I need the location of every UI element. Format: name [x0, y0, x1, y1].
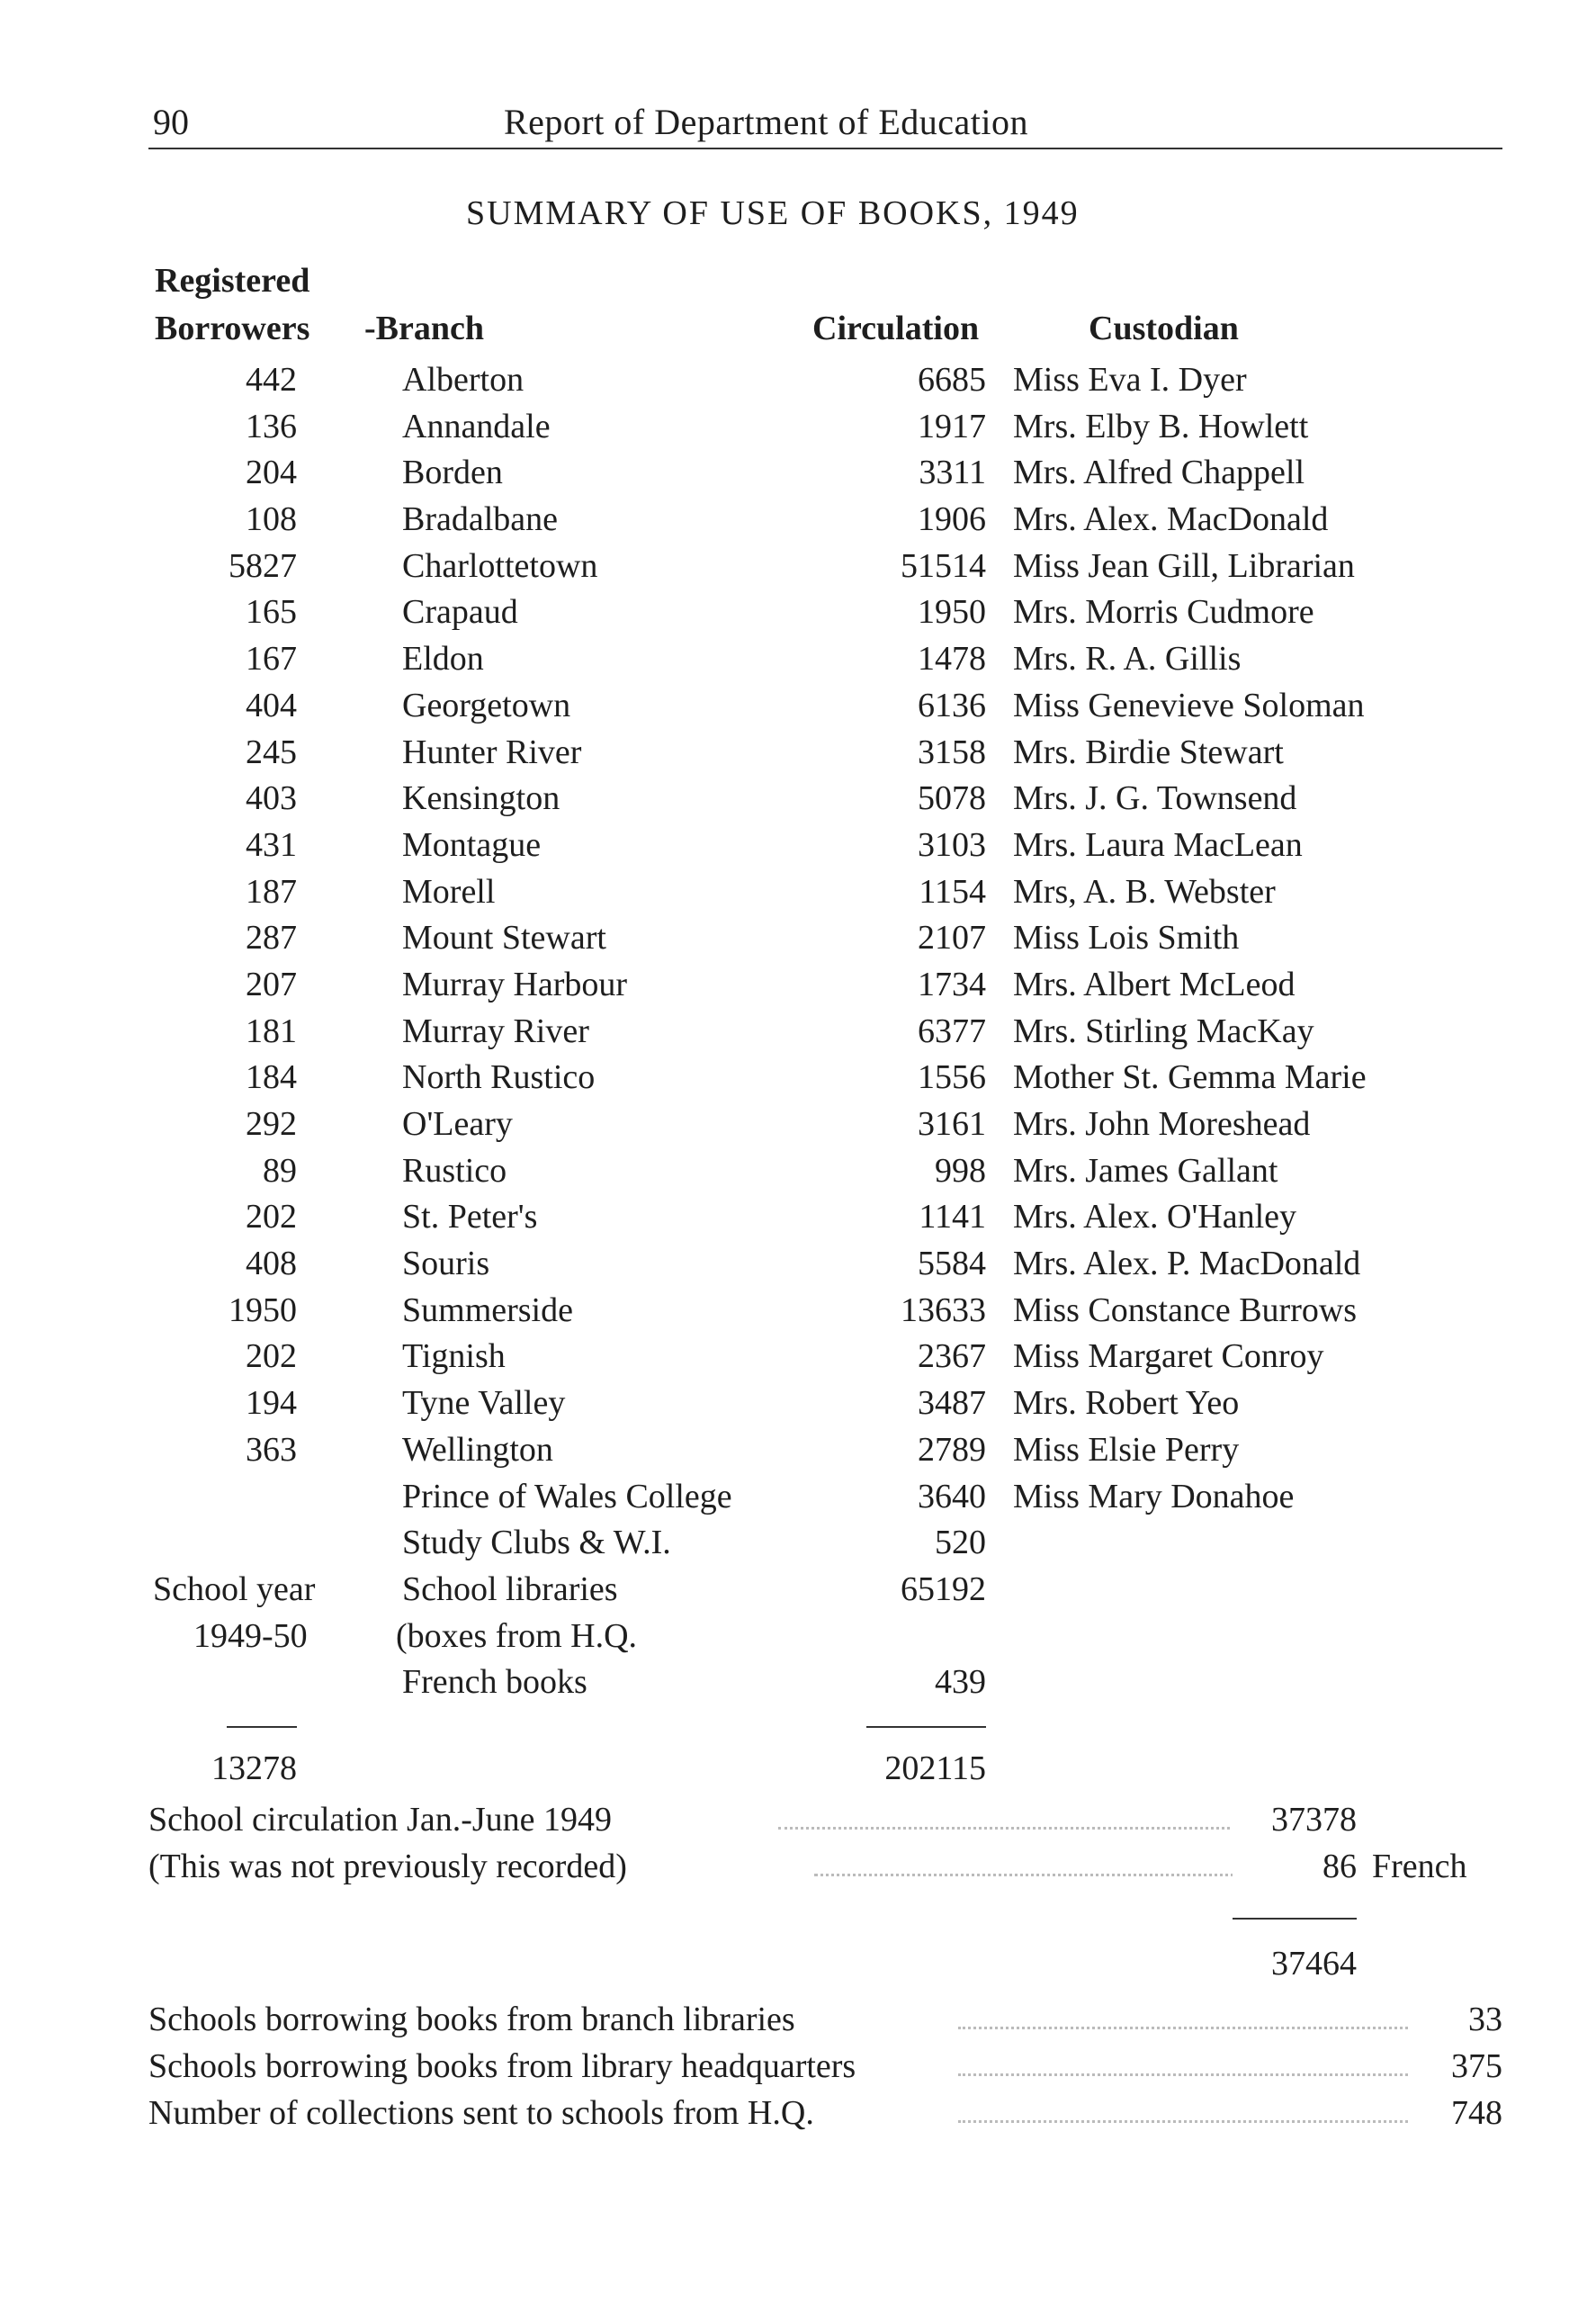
table-row	[0, 729, 1596, 776]
school-year-value: 1949-50	[193, 1616, 308, 1655]
table-row	[0, 496, 1596, 543]
table-row	[0, 1101, 1596, 1147]
table-row	[0, 1240, 1596, 1287]
custodian-cell: Mother St. Gemma Marie	[1013, 1058, 1367, 1097]
branch-cell: Bradalbane	[402, 500, 559, 539]
branch-cell: Prince of Wales College	[402, 1477, 732, 1515]
branch-cell: Charlottetown	[402, 546, 598, 585]
table-row	[0, 1426, 1596, 1473]
school-circulation-total: 37464	[1271, 1945, 1357, 1983]
circulation-cell: 3311	[919, 454, 986, 492]
registered-borrowers-cell: 204	[246, 454, 297, 492]
table-row	[0, 1008, 1596, 1055]
custodian-cell: Mrs. Birdie Stewart	[1013, 733, 1284, 771]
column-header-registered: Registered	[155, 262, 310, 300]
footer-stat-line	[148, 1996, 1502, 2043]
running-head	[148, 101, 1502, 149]
registered-borrowers-cell: 404	[246, 686, 297, 724]
registered-borrowers-cell: 403	[246, 779, 297, 818]
custodian-cell: Miss Margaret Conroy	[1013, 1337, 1324, 1376]
branch-cell: North Rustico	[402, 1058, 596, 1097]
custodian-cell: Mrs. Elby B. Howlett	[1013, 407, 1309, 445]
registered-borrowers-cell: 194	[246, 1384, 297, 1423]
circulation-cell: 5584	[918, 1245, 986, 1283]
branch-cell: Mount Stewart	[402, 919, 606, 958]
not-recorded-line	[148, 1843, 1502, 1890]
dot-leader	[958, 2120, 1408, 2123]
registered-borrowers-cell: 187	[246, 872, 297, 911]
custodian-cell: Mrs. J. G. Townsend	[1013, 779, 1297, 818]
french-circulation-value: 86	[1233, 1843, 1357, 1890]
custodian-cell: Mrs. Laura MacLean	[1013, 825, 1303, 864]
circulation-cell: 51514	[901, 546, 986, 585]
registered-borrowers-cell: 1950	[229, 1290, 297, 1329]
custodian-cell: Mrs. Robert Yeo	[1013, 1384, 1240, 1423]
table-row	[0, 403, 1596, 450]
branch-cell: Alberton	[402, 361, 525, 399]
school-libraries-circulation: 65192	[901, 1569, 986, 1608]
circulation-cell: 1950	[918, 593, 986, 632]
dot-leader	[958, 2027, 1408, 2029]
boxes-row	[0, 1613, 1596, 1659]
branch-cell: Tignish	[402, 1337, 506, 1376]
table-row	[0, 356, 1596, 403]
school-year-label: School year	[153, 1569, 316, 1608]
registered-borrowers-cell: 202	[246, 1337, 297, 1376]
circulation-cell: 1141	[919, 1198, 986, 1236]
custodian-cell: Mrs. Morris Cudmore	[1013, 593, 1314, 632]
french-books-row	[0, 1659, 1596, 1705]
column-header-circulation: Circulation	[812, 310, 980, 347]
custodian-cell: Miss Eva I. Dyer	[1013, 361, 1247, 399]
custodian-cell: Mrs. Albert McLeod	[1013, 965, 1296, 1003]
table-row	[0, 1147, 1596, 1194]
branch-cell: Montague	[402, 825, 542, 864]
branch-cell: Rustico	[402, 1151, 507, 1190]
table-row	[0, 914, 1596, 961]
total-registered: 13278	[211, 1749, 297, 1787]
footer-stat-line	[148, 2043, 1502, 2090]
table-row	[0, 682, 1596, 729]
circulation-cell: 5078	[918, 779, 986, 818]
circulation-cell: 2107	[918, 919, 986, 958]
circulation-cell: 3487	[918, 1384, 986, 1423]
circulation-cell: 6377	[918, 1012, 986, 1050]
branch-cell: Borden	[402, 454, 503, 492]
custodian-cell: Miss Genevieve Soloman	[1013, 686, 1365, 724]
circulation-cell: 2367	[918, 1337, 986, 1376]
table-row	[0, 868, 1596, 915]
custodian-cell: Mrs. Stirling MacKay	[1013, 1012, 1314, 1050]
french-books-circulation: 439	[935, 1663, 986, 1702]
registered-borrowers-cell: 108	[246, 500, 297, 539]
footer-stat-value: 33	[1463, 1996, 1502, 2043]
footer-stat-value: 375	[1446, 2043, 1502, 2090]
circulation-cell: 998	[935, 1151, 986, 1190]
circulation-cell: 13633	[901, 1290, 986, 1329]
table-row	[0, 1287, 1596, 1334]
circulation-cell: 6136	[918, 686, 986, 724]
table-row	[0, 1473, 1596, 1520]
table-row	[0, 1054, 1596, 1101]
column-header-borrowers: Borrowers	[155, 310, 310, 347]
registered-borrowers-cell: 89	[263, 1151, 297, 1190]
table-row	[0, 1380, 1596, 1426]
boxes-note: (boxes from H.Q.	[396, 1616, 638, 1655]
table-row	[0, 1193, 1596, 1240]
branch-table	[0, 356, 1596, 1705]
footer-stat-label: Number of collections sent to schools from H.Q.	[148, 2090, 814, 2136]
custodian-cell: Mrs. Alex. MacDonald	[1013, 500, 1329, 539]
registered-borrowers-cell: 408	[246, 1245, 297, 1283]
branch-cell: St. Peter's	[402, 1198, 538, 1236]
circulation-cell: 3158	[918, 733, 986, 771]
registered-borrowers-cell: 207	[246, 965, 297, 1003]
circulation-cell: 2789	[918, 1430, 986, 1469]
branch-cell: Morell	[402, 872, 496, 911]
circulation-cell: 3640	[918, 1477, 986, 1515]
registered-borrowers-cell: 184	[246, 1058, 297, 1097]
custodian-cell: Mrs. Alex. P. MacDonald	[1013, 1245, 1361, 1283]
circulation-cell: 1917	[918, 407, 986, 445]
dot-leader	[958, 2073, 1408, 2076]
branch-cell: Crapaud	[402, 593, 518, 632]
circulation-cell: 1556	[918, 1058, 986, 1097]
french-books-label: French books	[402, 1663, 587, 1702]
custodian-cell: Mrs. Alex. O'Hanley	[1013, 1198, 1297, 1236]
school-circulation-label: School circulation Jan.-June 1949	[148, 1796, 612, 1843]
school-circulation-value: 37378	[1233, 1796, 1357, 1843]
summary-title: SUMMARY OF USE OF BOOKS, 1949	[466, 194, 1080, 232]
school-libraries-row	[0, 1566, 1596, 1613]
running-title: Report of Department of Education	[504, 102, 1028, 142]
french-circulation-label: French	[1372, 1848, 1467, 1885]
registered-borrowers-cell: 292	[246, 1105, 297, 1143]
table-row	[0, 1333, 1596, 1380]
total-rule-registered	[227, 1726, 297, 1728]
circulation-cell: 1906	[918, 500, 986, 539]
table-row	[0, 961, 1596, 1008]
registered-borrowers-cell: 431	[246, 825, 297, 864]
registered-borrowers-cell: 245	[246, 733, 297, 771]
registered-borrowers-cell: 181	[246, 1012, 297, 1050]
table-row	[0, 822, 1596, 868]
column-header-custodian: Custodian	[1089, 310, 1239, 347]
registered-borrowers-cell: 287	[246, 919, 297, 958]
branch-cell: Summerside	[402, 1290, 573, 1329]
table-row	[0, 1519, 1596, 1566]
school-libraries-label: School libraries	[402, 1569, 618, 1608]
table-row	[0, 543, 1596, 589]
branch-cell: Study Clubs & W.I.	[402, 1524, 671, 1562]
circulation-cell: 3103	[918, 825, 986, 864]
page-number: 90	[153, 102, 189, 142]
footer-stat-line	[148, 2090, 1502, 2136]
circulation-cell: 520	[935, 1524, 986, 1562]
school-total-rule	[1233, 1918, 1357, 1920]
table-row	[0, 635, 1596, 682]
total-rule-circulation	[866, 1726, 986, 1728]
registered-borrowers-cell: 442	[246, 361, 297, 399]
registered-borrowers-cell: 5827	[229, 546, 297, 585]
custodian-cell: Mrs, A. B. Webster	[1013, 872, 1276, 911]
school-circulation-line	[148, 1796, 1502, 1843]
custodian-cell: Miss Lois Smith	[1013, 919, 1240, 958]
branch-cell: Kensington	[402, 779, 560, 818]
branch-cell: Murray Harbour	[402, 965, 628, 1003]
registered-borrowers-cell: 136	[246, 407, 297, 445]
circulation-cell: 1154	[919, 872, 986, 911]
custodian-cell: Mrs. John Moreshead	[1013, 1105, 1311, 1143]
custodian-cell: Miss Mary Donahoe	[1013, 1477, 1295, 1515]
branch-cell: Souris	[402, 1245, 490, 1283]
table-row	[0, 589, 1596, 635]
circulation-cell: 1734	[918, 965, 986, 1003]
branch-cell: Tyne Valley	[402, 1384, 566, 1423]
branch-cell: Hunter River	[402, 733, 582, 771]
registered-borrowers-cell: 202	[246, 1198, 297, 1236]
total-circulation: 202115	[884, 1749, 986, 1787]
registered-borrowers-cell: 363	[246, 1430, 297, 1469]
branch-cell: Georgetown	[402, 686, 571, 724]
column-header-branch: -Branch	[364, 310, 484, 347]
circulation-cell: 1478	[918, 640, 986, 679]
branch-cell: Eldon	[402, 640, 484, 679]
table-row	[0, 775, 1596, 822]
branch-cell: Annandale	[402, 407, 551, 445]
registered-borrowers-cell: 167	[246, 640, 297, 679]
custodian-cell: Miss Constance Burrows	[1013, 1290, 1358, 1329]
branch-cell: Wellington	[402, 1430, 553, 1469]
custodian-cell: Mrs. R. A. Gillis	[1013, 640, 1242, 679]
custodian-cell: Mrs. James Gallant	[1013, 1151, 1278, 1190]
footer-stat-label: Schools borrowing books from branch libraries	[148, 1996, 795, 2043]
footer-stat-value: 748	[1446, 2090, 1502, 2136]
branch-cell: O'Leary	[402, 1105, 513, 1143]
circulation-cell: 3161	[918, 1105, 986, 1143]
branch-cell: Murray River	[402, 1012, 589, 1050]
footer-stat-label: Schools borrowing books from library headquarters	[148, 2043, 856, 2090]
custodian-cell: Mrs. Alfred Chappell	[1013, 454, 1305, 492]
registered-borrowers-cell: 165	[246, 593, 297, 632]
not-recorded-note: (This was not previously recorded)	[148, 1843, 627, 1890]
custodian-cell: Miss Elsie Perry	[1013, 1430, 1240, 1469]
table-row	[0, 449, 1596, 496]
circulation-cell: 6685	[918, 361, 986, 399]
custodian-cell: Miss Jean Gill, Librarian	[1013, 546, 1355, 585]
